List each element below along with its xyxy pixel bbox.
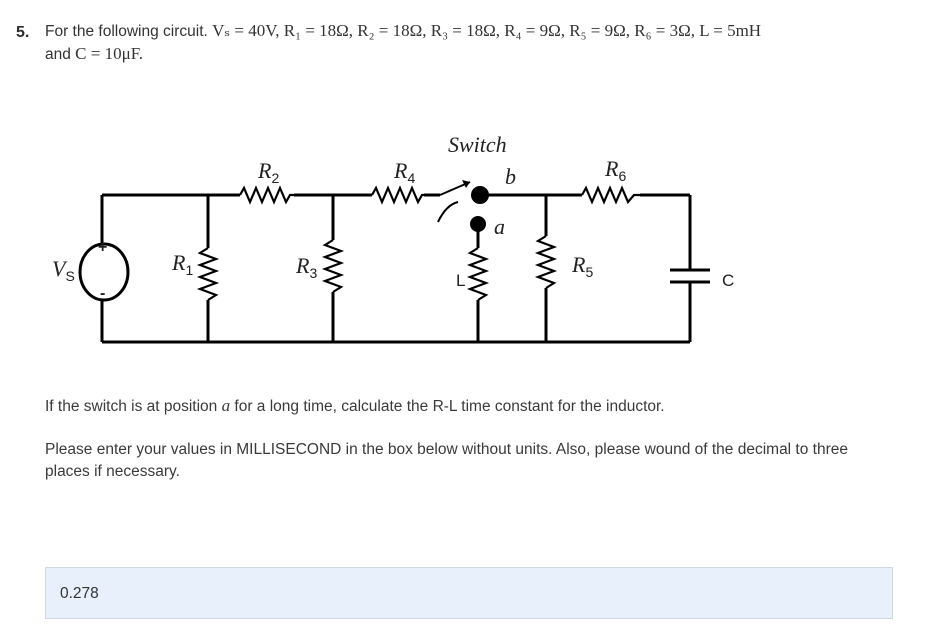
source-minus: - [100, 285, 106, 302]
r3-resistor-icon [325, 240, 341, 292]
question-number: 5. [16, 24, 30, 41]
prompt1-var: a [221, 396, 231, 415]
capacitor-label: C [722, 271, 735, 290]
inductor-label: L [456, 271, 466, 290]
source-plus: + [98, 239, 108, 256]
r2-label: $R_2$ [258, 158, 280, 186]
answer-value[interactable]: 0.278 [60, 585, 99, 602]
prompt-time-constant [45, 395, 665, 418]
prompt-instructions: Please enter your values in MILLISECOND in the box below without units. Also, please wound of the decimal to three places if necessary. [45, 441, 848, 480]
vs-label: $V_S$ [52, 256, 75, 284]
answer-input-box[interactable] [45, 567, 893, 619]
r6-resistor-icon [582, 188, 640, 202]
r3-label: $R_3$ [296, 253, 318, 281]
r5-label: $R_5$ [572, 252, 594, 280]
question-and: and [45, 46, 76, 63]
r4-resistor-icon [372, 188, 424, 202]
r5-resistor-icon [538, 236, 554, 288]
switch-label: Switch [448, 132, 507, 157]
r1-label: $R_1$ [172, 250, 194, 278]
inductor-icon [470, 248, 486, 300]
switch-b-terminal-icon [471, 186, 489, 204]
r4-label: $R_4$ [394, 158, 416, 186]
prompt1-text-b: for a long time, calculate the R-L time constant for the inductor. [230, 398, 665, 415]
question-intro: For the following circuit. [45, 23, 213, 40]
capacitor-icon [670, 270, 710, 282]
question-capacitance: C = 10μF. [75, 44, 144, 63]
prompt1-text-a: If the switch is at position [45, 398, 222, 415]
position-a-label: a [494, 214, 505, 239]
r1-resistor-icon [200, 248, 216, 300]
r2-resistor-icon [240, 188, 294, 202]
r6-label: $R_6$ [605, 156, 627, 184]
switch-arc-icon [438, 202, 458, 222]
position-b-label: b [505, 164, 516, 189]
question-values: Vₛ = 40V, R₁ = 18Ω, R₂ = 18Ω, R₃ = 18Ω, R₄ = 9Ω, R₅ = 9Ω, R₆ = 3Ω, L = 5mH [212, 21, 762, 40]
